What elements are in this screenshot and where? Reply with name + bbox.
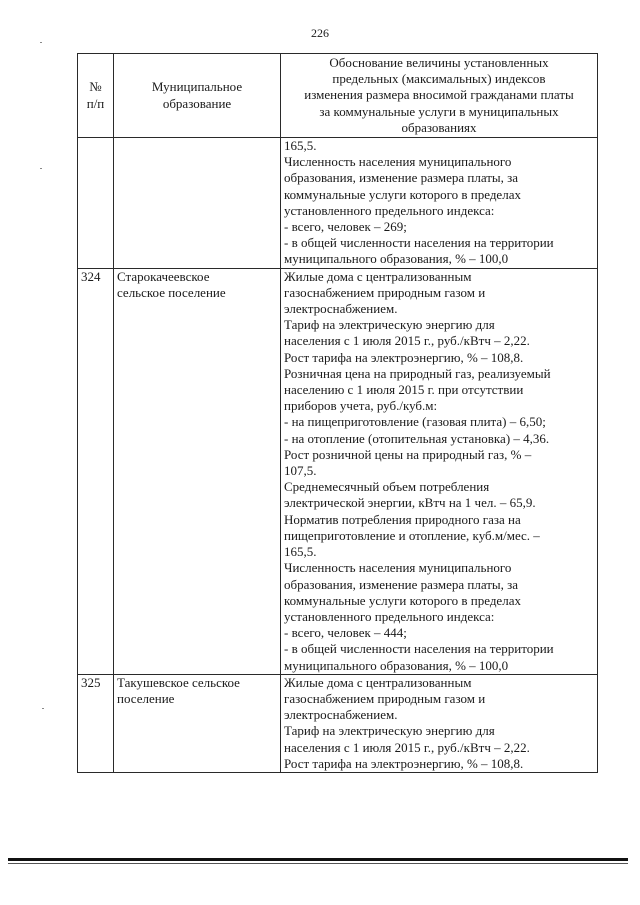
row-number (78, 138, 114, 269)
header-municipality (114, 54, 281, 138)
row-municipality: Такушевское сельское поселение (114, 674, 281, 772)
header-justification-text: Обоснование величины установленных предельных (максимальных) индексов изменения размера вносимой гражданами платы за коммунальные услуги в муниципальных образованиях (304, 55, 574, 135)
table-row (78, 138, 598, 269)
page-bottom-rule (8, 858, 628, 861)
header-number (78, 54, 114, 138)
row-municipality: Старокачеевское сельское поселение (114, 268, 281, 674)
header-number-text: № п/п (86, 79, 105, 111)
page-number: 226 (311, 26, 329, 40)
table-row (78, 268, 598, 674)
header-municipality-text: Муниципальное образование (151, 79, 243, 111)
table-header-row (78, 54, 598, 138)
header-justification (281, 54, 598, 138)
scan-mark (42, 708, 44, 709)
tariff-justification-table (77, 53, 598, 773)
row-justification: Жилые дома с централизованным газоснабжением природным газом и электроснабжением. Тариф на электрическую энергию для населения с 1 июля 2015 г., руб./кВтч – 2,22. Рост тарифа на электроэнергию, % – 108,8. Розничная цена на природный газ, реализуемый населению с 1 июля 2015 г. при отсутствии приборов учета, руб./куб.м: - на пищеприготовление (газовая плита) – 6,50; - на отопление (отопительная установка) – 4,36. Рост розничной цены на природный газ, % – 107,5. Среднемесячный объем потребления электрической энергии, кВтч на 1 чел. – 65,9. Норматив потребления природного газа на пищеприготовление и отопление, куб.м/мес. – 165,5. Численность населения муниципального образования, изменение размера платы, за коммунальные услуги которого в пределах установленного предельного индекса: - всего, человек – 444; - в общей численности населения на территории муниципального образования, % – 100,0 (281, 268, 598, 674)
row-justification: Жилые дома с централизованным газоснабжением природным газом и электроснабжением. Тариф на электрическую энергию для населения с 1 июля 2015 г., руб./кВтч – 2,22. Рост тарифа на электроэнергию, % – 108,8. (281, 674, 598, 772)
scan-mark (40, 42, 42, 43)
row-justification: 165,5. Численность населения муниципального образования, изменение размера платы, за коммунальные услуги которого в пределах установленного предельного индекса: - всего, человек – 269; - в общей численности населения на территории муниципального образования, % – 100,0 (281, 138, 598, 269)
row-number: 324 (78, 268, 114, 674)
scan-mark (40, 168, 42, 169)
table-row (78, 674, 598, 772)
row-number: 325 (78, 674, 114, 772)
page-bottom-rule-thin (8, 863, 628, 864)
row-municipality (114, 138, 281, 269)
